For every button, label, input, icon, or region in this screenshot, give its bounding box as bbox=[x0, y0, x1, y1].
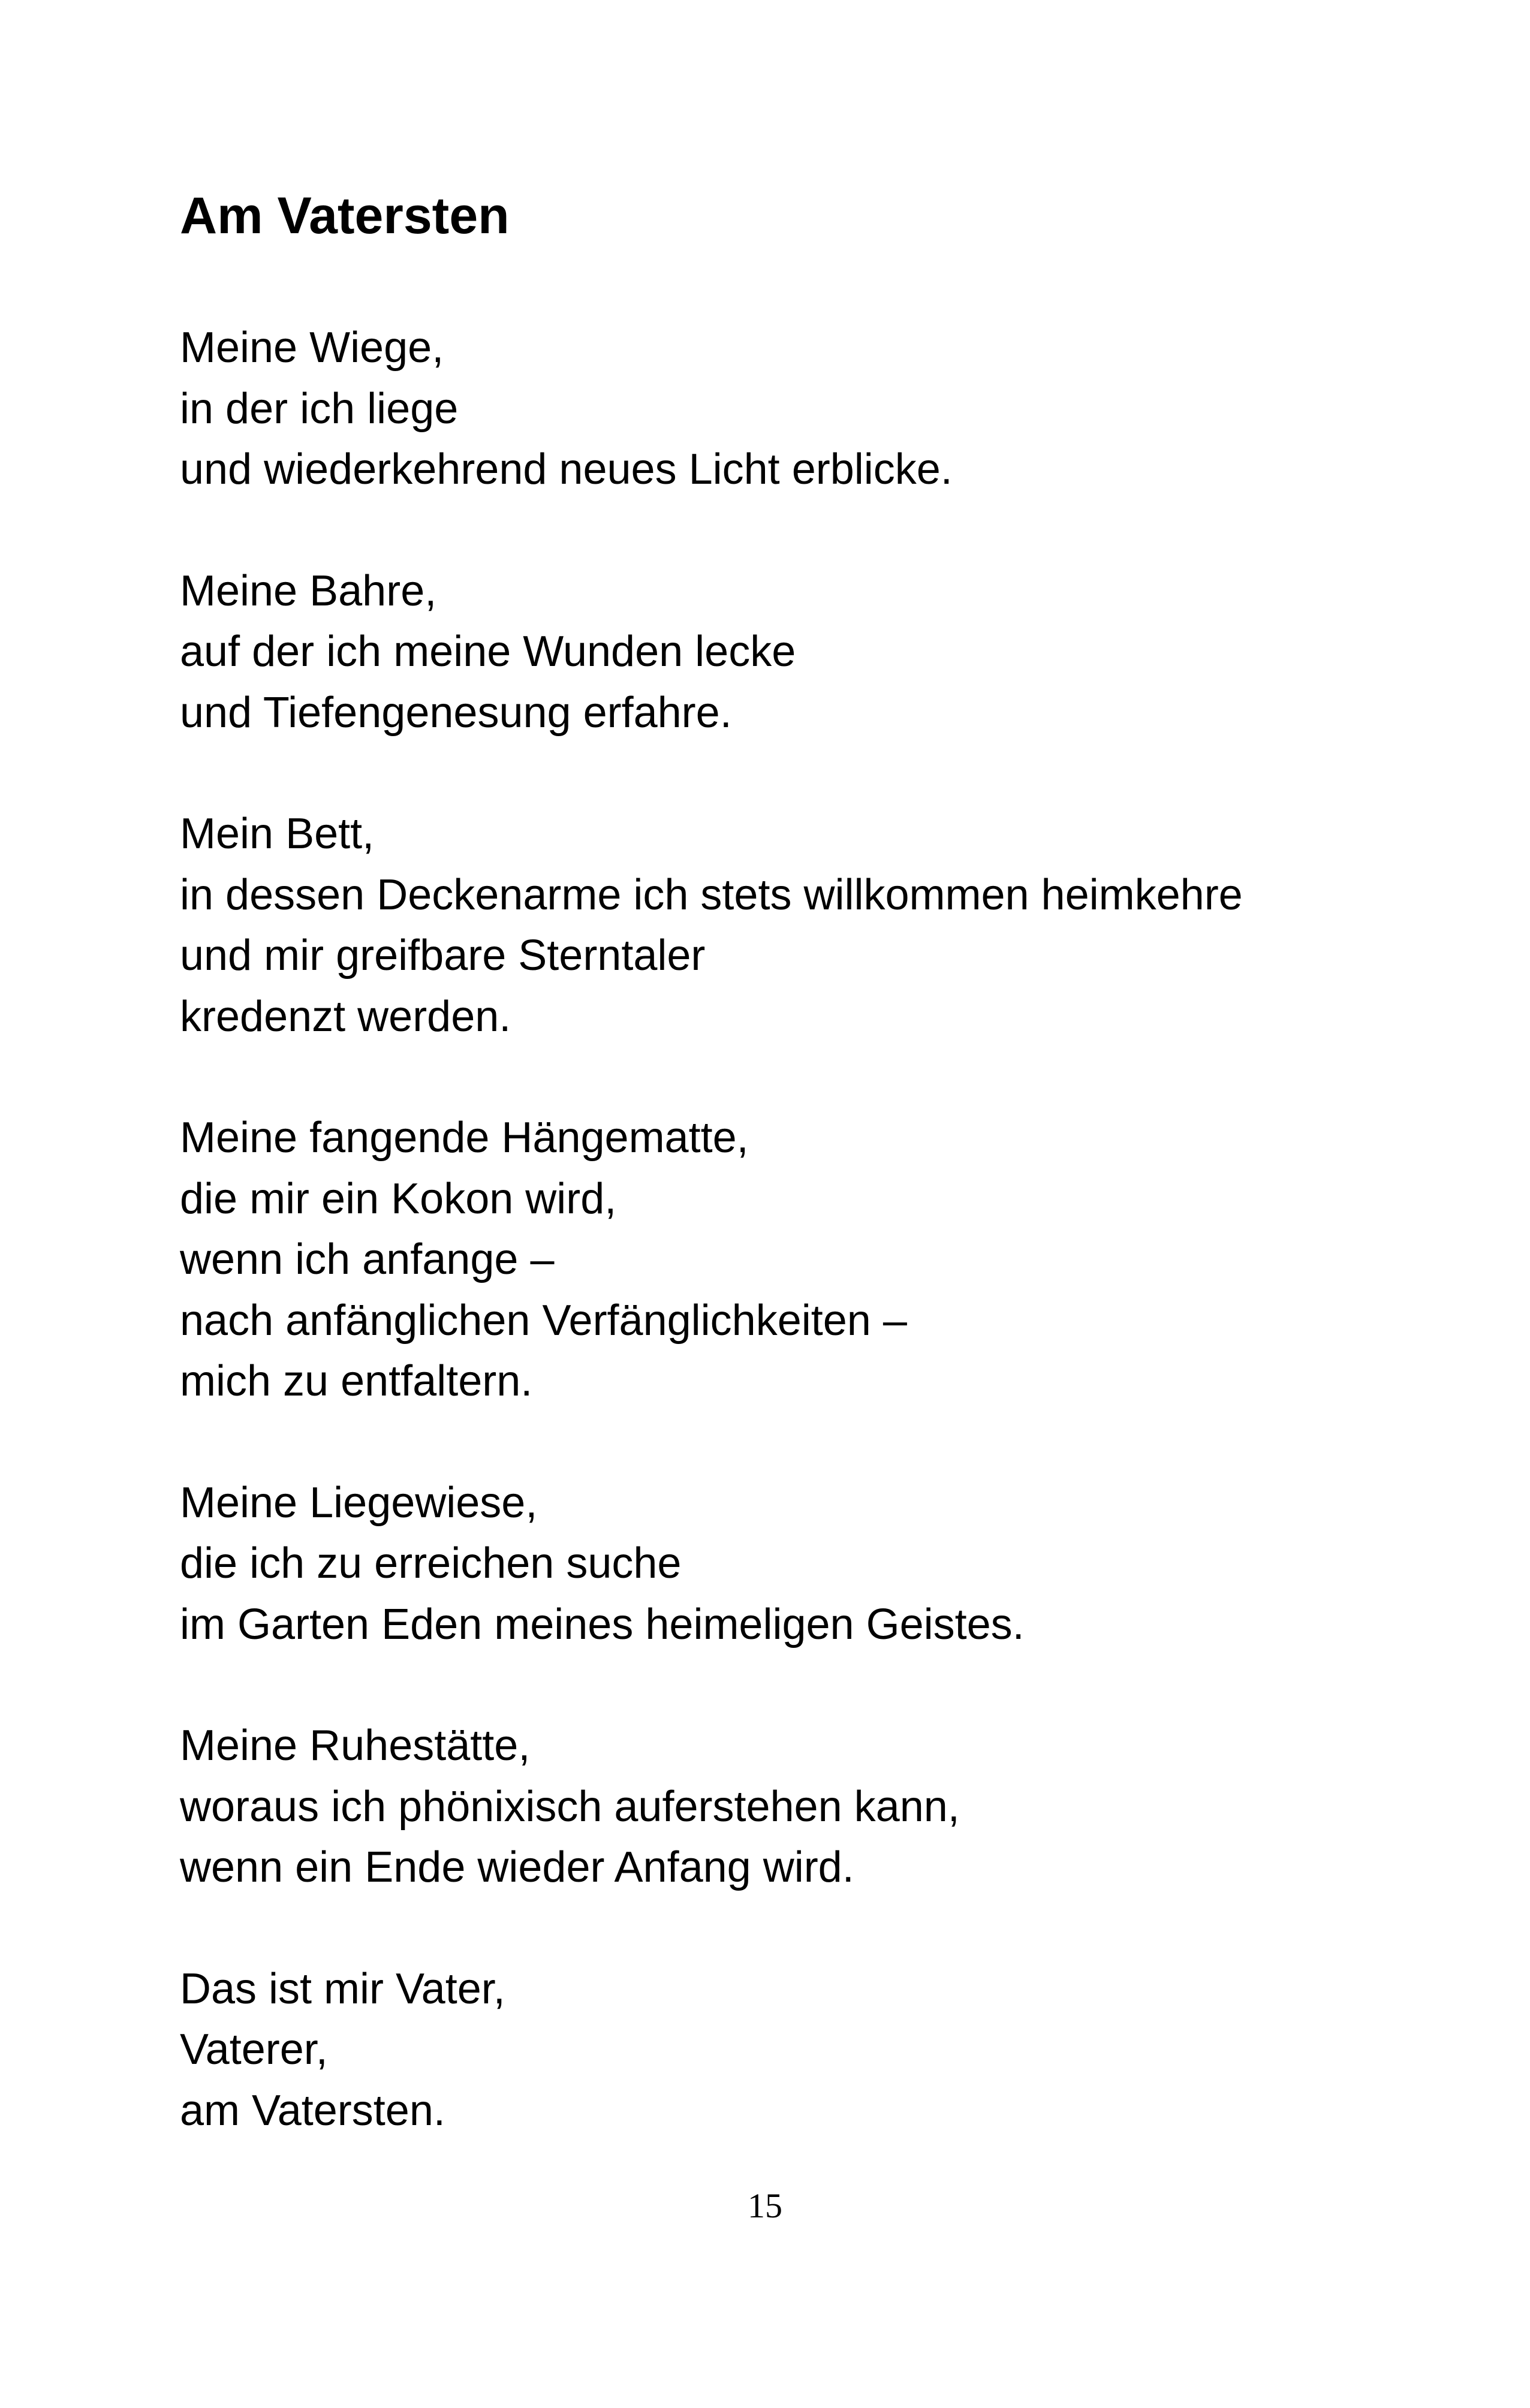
poem-line: im Garten Eden meines heimeligen Geistes. bbox=[180, 1600, 1025, 1648]
poem-line: woraus ich phönixisch auferstehen kann, bbox=[180, 1782, 960, 1831]
page-number: 15 bbox=[748, 2186, 782, 2225]
poem-stanza bbox=[180, 561, 1409, 744]
poem-title: Am Vatersten bbox=[180, 187, 510, 245]
poem-line: Meine Wiege, bbox=[180, 324, 444, 372]
poem-stanza bbox=[180, 318, 1409, 501]
poem-line: wenn ich anfange – bbox=[180, 1235, 555, 1283]
poem-line: und mir greifbare Sterntaler bbox=[180, 932, 706, 980]
poem-stanza bbox=[180, 1473, 1409, 1656]
poem-line: Meine Bahre, bbox=[180, 566, 437, 615]
poem-line: Das ist mir Vater, bbox=[180, 1964, 505, 2013]
poem-line: Meine Liegewiese, bbox=[180, 1478, 538, 1527]
poem-line: Meine Ruhestätte, bbox=[180, 1722, 531, 1770]
poem-stanza bbox=[180, 1108, 1409, 1412]
poem-line: Vaterer, bbox=[180, 2026, 328, 2074]
poem-line: die mir ein Kokon wird, bbox=[180, 1174, 617, 1223]
poem-stanza bbox=[180, 1959, 1409, 2142]
poem-line: am Vatersten. bbox=[180, 2086, 445, 2135]
poem-stanza bbox=[180, 1716, 1409, 1898]
poem-line: und wiederkehrend neues Licht erblicke. bbox=[180, 445, 953, 493]
poem-stanza bbox=[180, 804, 1409, 1047]
poem-line: kredenzt werden. bbox=[180, 992, 511, 1041]
poem-line: Mein Bett, bbox=[180, 810, 375, 858]
poem-line: mich zu entfaltern. bbox=[180, 1357, 533, 1405]
poem-line: in der ich liege bbox=[180, 384, 459, 433]
poem-line: in dessen Deckenarme ich stets willkommen heimkehre bbox=[180, 870, 1243, 919]
poem-line: und Tiefengenesung erfahre. bbox=[180, 688, 732, 737]
poem-line: Meine fangende Hängematte, bbox=[180, 1114, 749, 1162]
poem-line: die ich zu erreichen suche bbox=[180, 1539, 682, 1587]
poem-line: nach anfänglichen Verfänglichkeiten – bbox=[180, 1296, 907, 1345]
poem-body bbox=[180, 318, 1409, 2202]
poem-line: wenn ein Ende wieder Anfang wird. bbox=[180, 1843, 854, 1891]
poem-line: auf der ich meine Wunden lecke bbox=[180, 628, 796, 676]
